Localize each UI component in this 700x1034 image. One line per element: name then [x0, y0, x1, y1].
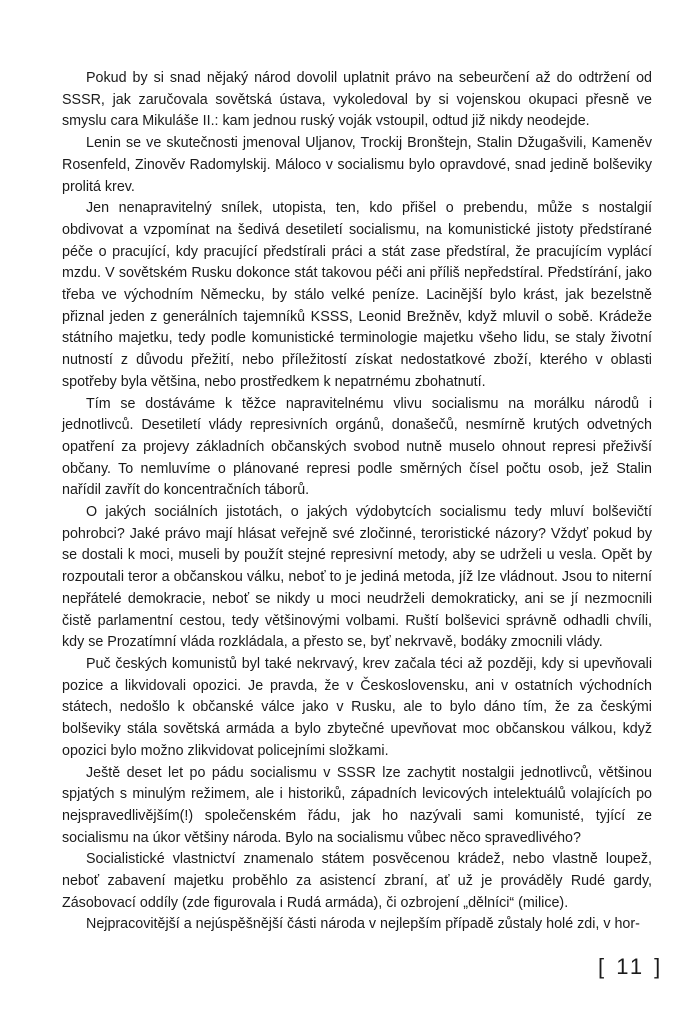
paragraph: Puč českých komunistů byl také nekrvavý, krev začala téci až později, kdy si upevňovali pozice a likvidovali opozici. Je pravda, že v Československu, ani v ostatních východních státech, nedošlo k občanské válce jako v Rusku, ale to bylo dáno tím, že za českými bolševiky stála sovětská armáda a bylo zbytečné upevňovat moc občanskou válkou, když opozici bylo možno zlikvidovat policejními složkami.: [62, 655, 652, 759]
body-text: [62, 68, 652, 936]
paragraph: Ještě deset let po pádu socialismu v SSSR lze zachytit nostalgii jednotlivců, většinou spjatých s minulým režimem, ale i historiků, západních levicových intelektuálů volajících po nejspravedlivějším(!) společenském řádu, jak ho nazývali sami komunisté, tyjící ze socialismu na úkor většiny národa. Bylo na socialismu vůbec něco spravedlivého?: [62, 764, 652, 846]
paragraph: Nejpracovitější a nejúspěšnější části národa v nejlepším případě zůstaly holé zdi, v hor-: [86, 916, 640, 933]
paragraph: O jakých sociálních jistotách, o jakých výdobytcích socialismu tedy mluví bolševičtí pohrobci? Jaké právo mají hlásat veřejně své zločinné, teroristické názory? Vždyť pokud by se dostali k moci, museli by použít stejné represivní metody, aby se udrželi u vesla. Opět by rozpoutali teror a občanskou válku, neboť to je jediná metoda, jíž lze vládnout. Jsou to niterní nepřátelé demokracie, neboť se nikdy u moci neudrželi demokraticky, ani se jí nezmocnili čistě parlamentní cestou, tedy většinovými volbami. Ruští bolševici správně odhadli chvíli, kdy se Prozatímní vláda rozkládala, a přesto se, byť nekrvavě, bodáky zmocnili vlády.: [62, 504, 652, 651]
paragraph: Socialistické vlastnictví znamenalo státem posvěcenou krádež, nebo vlastně loupež, neboť zabavení majetku proběhlo za asistencí zbraní, ať už je prováděly Rudé gardy, Zásobovací oddíly (zde figurovala i Rudá armáda), či ozbrojení „dělníci“ (milice).: [62, 851, 652, 911]
paragraph: Jen nenapravitelný snílek, utopista, ten, kdo přišel o prebendu, může s nostalgií obdivovat a vzpomínat na šedivá desetiletí socialismu, na komunistické jistoty předstírané péče o pracující, kdy pracující předstírali práci a stát zase předstíral, že pracujícím vyplácí mzdu. V sovětském Rusku dokonce stát takovou péči ani příliš nepředstíral. Předstírání, jako třeba ve východním Německu, by stálo velké peníze. Lacinější bylo krást, jak bezelstně přiznal jeden z generálních tajemníků KSSS, Leonid Brežněv, když mluvil o sobě. Krádeže státního majetku, tedy podle komunistické terminologie majetku všeho lidu, se staly životní nutností z důvodu přežití, nebo příležitostí získat nedostatkové zboží, kterého v oblasti spotřeby byla většina, nebo prostředkem k nepatrnému zbohatnutí.: [62, 200, 652, 390]
paragraph: Tím se dostáváme k těžce napravitelnému vlivu socialismu na morálku národů i jednotlivců. Desetiletí vlády represivních orgánů, donašečů, nesmírně krutých odvetných opatření za projevy základních občanských svobod nutně muselo ohnout represi přeživší občany. To nemluvíme o plánované represi podle směrných čísel počtu osob, jež Stalin nařídil zavřít do koncentračních táborů.: [62, 395, 652, 499]
paragraph: Pokud by si snad nějaký národ dovolil uplatnit právo na sebeurčení až do odtržení od SSSR, jak zaručovala sovětská ústava, vykoledoval by si vojenskou okupaci přesně ve smyslu cara Mikuláše II.: kam jednou ruský voják vstoupil, odtud již nikdy neodejde.: [62, 70, 652, 130]
paragraph: Lenin se ve skutečnosti jmenoval Uljanov, Trockij Bronštejn, Stalin Džugašvili, Kameněv Rosenfeld, Zinověv Radomylskij. Máloco v socialismu bylo opravdové, snad jedině bolševiky prolitá krev.: [62, 135, 652, 195]
page-number: [ 11 ]: [598, 954, 664, 979]
